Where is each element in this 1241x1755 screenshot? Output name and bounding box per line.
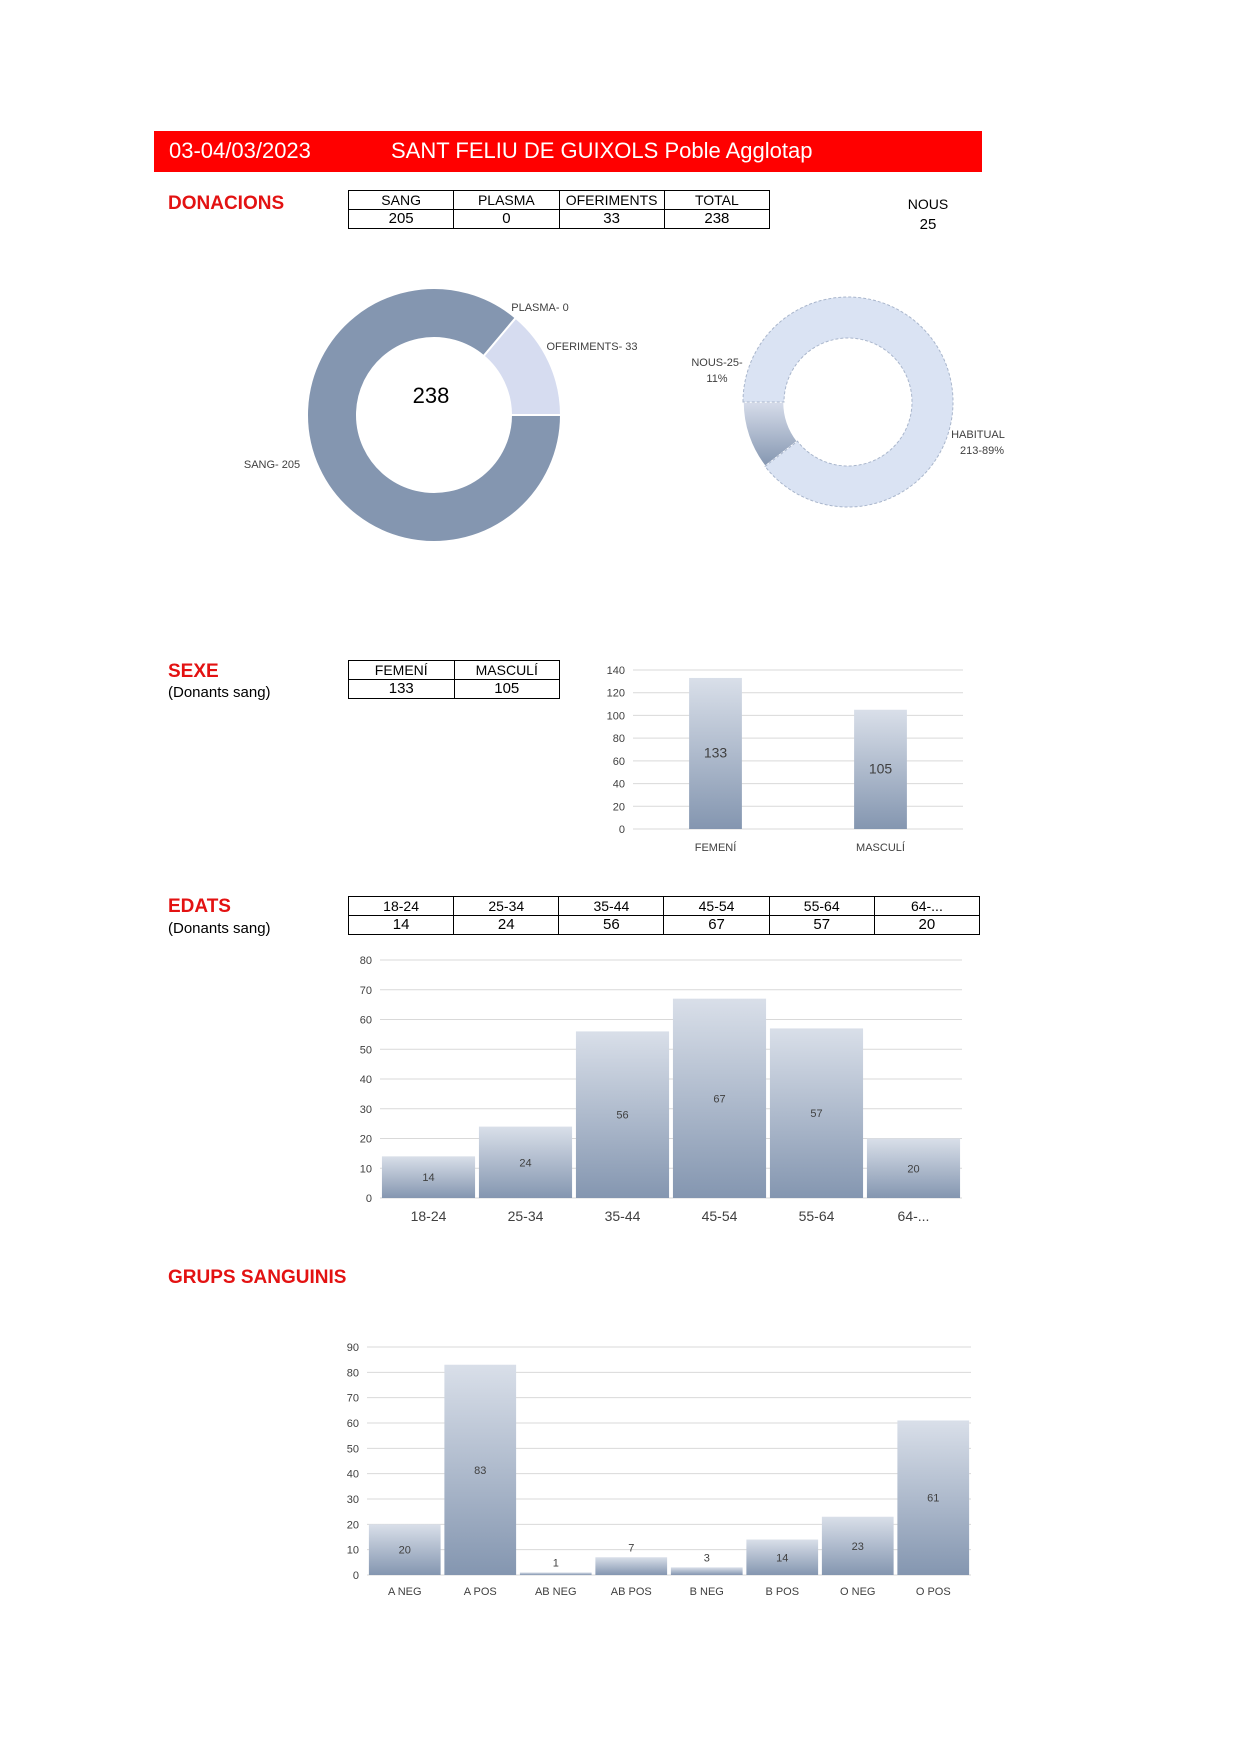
nous-label: NOUS bbox=[907, 196, 949, 212]
edats-header-18-24: 18-24 bbox=[349, 897, 454, 916]
x-category-label: 64-... bbox=[897, 1208, 930, 1224]
edats-subtitle: (Donants sang) bbox=[168, 920, 271, 937]
x-category-label: O POS bbox=[915, 1586, 951, 1598]
sexe-title: SEXE bbox=[168, 661, 219, 682]
y-tick-label: 60 bbox=[346, 1418, 359, 1430]
nous-value: 25 bbox=[919, 216, 937, 233]
y-tick-label: 30 bbox=[359, 1103, 372, 1116]
bar-data-label: 14 bbox=[422, 1172, 435, 1185]
edats-header-35-44: 35-44 bbox=[559, 897, 664, 916]
edats-header-25-34: 25-34 bbox=[454, 897, 559, 916]
sexe-subtitle: (Donants sang) bbox=[168, 684, 271, 701]
y-tick-label: 40 bbox=[612, 778, 625, 791]
header-date: 03-04/03/2023 bbox=[169, 138, 311, 163]
donut-label-oferiments: OFERIMENTS- 33 bbox=[546, 341, 638, 353]
bar-data-label: 20 bbox=[398, 1544, 411, 1557]
y-tick-label: 100 bbox=[606, 710, 625, 723]
y-tick-label: 60 bbox=[359, 1014, 372, 1027]
edats-title: EDATS bbox=[168, 896, 231, 917]
x-category-label: A NEG bbox=[387, 1586, 422, 1598]
bar-b-neg bbox=[671, 1567, 743, 1575]
sexe-header-femeni: FEMENÍ bbox=[349, 661, 455, 680]
bar-data-label: 1 bbox=[552, 1557, 559, 1570]
bar-data-label: 83 bbox=[474, 1464, 487, 1477]
donacions-value-total: 238 bbox=[664, 210, 769, 229]
y-tick-label: 0 bbox=[352, 1570, 359, 1582]
x-category-label: B POS bbox=[765, 1586, 800, 1598]
donut-label-plasma: PLASMA- 0 bbox=[511, 302, 569, 314]
sexe-header-masculi: MASCULÍ bbox=[454, 661, 560, 680]
donacions-header-sang: SANG bbox=[349, 191, 454, 210]
x-category-label: 45-54 bbox=[701, 1208, 738, 1224]
x-category-label: B NEG bbox=[689, 1586, 724, 1598]
donut-center-total: 238 bbox=[412, 383, 450, 408]
header-title: SANT FELIU DE GUIXOLS Poble Agglotap bbox=[391, 138, 813, 163]
y-tick-label: 0 bbox=[365, 1193, 372, 1205]
edats-value-25-34: 24 bbox=[454, 916, 559, 935]
donut-label-habitual-name: HABITUAL bbox=[951, 429, 1005, 441]
donacions-value-oferiments: 33 bbox=[559, 210, 664, 229]
y-tick-label: 0 bbox=[618, 824, 625, 836]
y-tick-label: 60 bbox=[612, 755, 625, 768]
bar-data-label: 14 bbox=[776, 1552, 789, 1565]
sexe-value-masculi: 105 bbox=[454, 680, 560, 699]
donut-label-nous-pct: 11% bbox=[706, 373, 728, 385]
x-category-label: 55-64 bbox=[798, 1208, 835, 1224]
y-tick-label: 40 bbox=[346, 1468, 359, 1481]
bar-data-label: 67 bbox=[713, 1093, 726, 1106]
y-tick-label: 70 bbox=[346, 1392, 359, 1405]
donacions-header-plasma: PLASMA bbox=[454, 191, 559, 210]
y-tick-label: 120 bbox=[606, 687, 625, 700]
donacions-title: DONACIONS bbox=[168, 193, 285, 214]
bar-data-label: 23 bbox=[851, 1540, 864, 1553]
y-tick-label: 20 bbox=[359, 1133, 372, 1146]
donacions-value-sang: 205 bbox=[349, 210, 454, 229]
bar-data-label: 105 bbox=[868, 760, 893, 777]
donacions-header-total: TOTAL bbox=[664, 191, 769, 210]
x-category-label: A POS bbox=[463, 1586, 497, 1598]
edats-value-35-44: 56 bbox=[559, 916, 664, 935]
y-tick-label: 70 bbox=[359, 984, 372, 997]
donacions-value-plasma: 0 bbox=[454, 210, 559, 229]
sexe-value-femeni: 133 bbox=[349, 680, 455, 699]
y-tick-label: 30 bbox=[346, 1494, 359, 1506]
x-category-label: 25-34 bbox=[507, 1208, 544, 1224]
bar-data-label: 57 bbox=[810, 1108, 823, 1121]
edats-value-55-64: 57 bbox=[769, 916, 874, 935]
y-tick-label: 40 bbox=[359, 1074, 372, 1086]
donut-label-habitual-count: 213-89% bbox=[959, 445, 1005, 457]
donut-label-nous-count: NOUS-25- bbox=[691, 357, 743, 369]
bar-data-label: 24 bbox=[519, 1157, 532, 1170]
x-category-label: O NEG bbox=[840, 1586, 876, 1598]
x-category-label: MASCULÍ bbox=[856, 842, 905, 854]
bar-data-label: 7 bbox=[628, 1542, 635, 1555]
bar-data-label: 20 bbox=[907, 1163, 920, 1176]
y-tick-label: 80 bbox=[346, 1367, 359, 1380]
y-tick-label: 50 bbox=[346, 1443, 359, 1456]
x-category-label: AB POS bbox=[610, 1586, 652, 1598]
donacions-header-oferiments: OFERIMENTS bbox=[559, 191, 664, 210]
y-tick-label: 90 bbox=[346, 1342, 359, 1354]
y-tick-label: 10 bbox=[359, 1163, 372, 1176]
y-tick-label: 80 bbox=[612, 733, 625, 746]
bar-data-label: 61 bbox=[927, 1492, 940, 1505]
y-tick-label: 20 bbox=[346, 1519, 359, 1532]
y-tick-label: 50 bbox=[359, 1044, 372, 1057]
bar-data-label: 133 bbox=[703, 744, 728, 761]
bar-data-label: 3 bbox=[703, 1552, 710, 1565]
x-category-label: AB NEG bbox=[534, 1586, 577, 1598]
edats-value-45-54: 67 bbox=[664, 916, 769, 935]
donut-label-sang: SANG- 205 bbox=[243, 459, 301, 471]
y-tick-label: 20 bbox=[612, 801, 625, 814]
y-tick-label: 10 bbox=[346, 1544, 359, 1557]
grups-title: GRUPS SANGUINIS bbox=[168, 1267, 347, 1288]
edats-value-64-plus: 20 bbox=[874, 916, 979, 935]
x-category-label: FEMENÍ bbox=[694, 842, 737, 854]
x-category-label: 18-24 bbox=[410, 1208, 447, 1224]
bar-ab-pos bbox=[595, 1557, 667, 1575]
bar-data-label: 56 bbox=[616, 1109, 629, 1122]
edats-value-18-24: 14 bbox=[349, 916, 454, 935]
bar-ab-neg bbox=[520, 1572, 592, 1575]
edats-header-64-plus: 64-... bbox=[874, 897, 979, 916]
edats-header-55-64: 55-64 bbox=[769, 897, 874, 916]
x-category-label: 35-44 bbox=[604, 1208, 641, 1224]
y-tick-label: 80 bbox=[359, 955, 372, 967]
y-tick-label: 140 bbox=[606, 665, 625, 677]
edats-header-45-54: 45-54 bbox=[664, 897, 769, 916]
